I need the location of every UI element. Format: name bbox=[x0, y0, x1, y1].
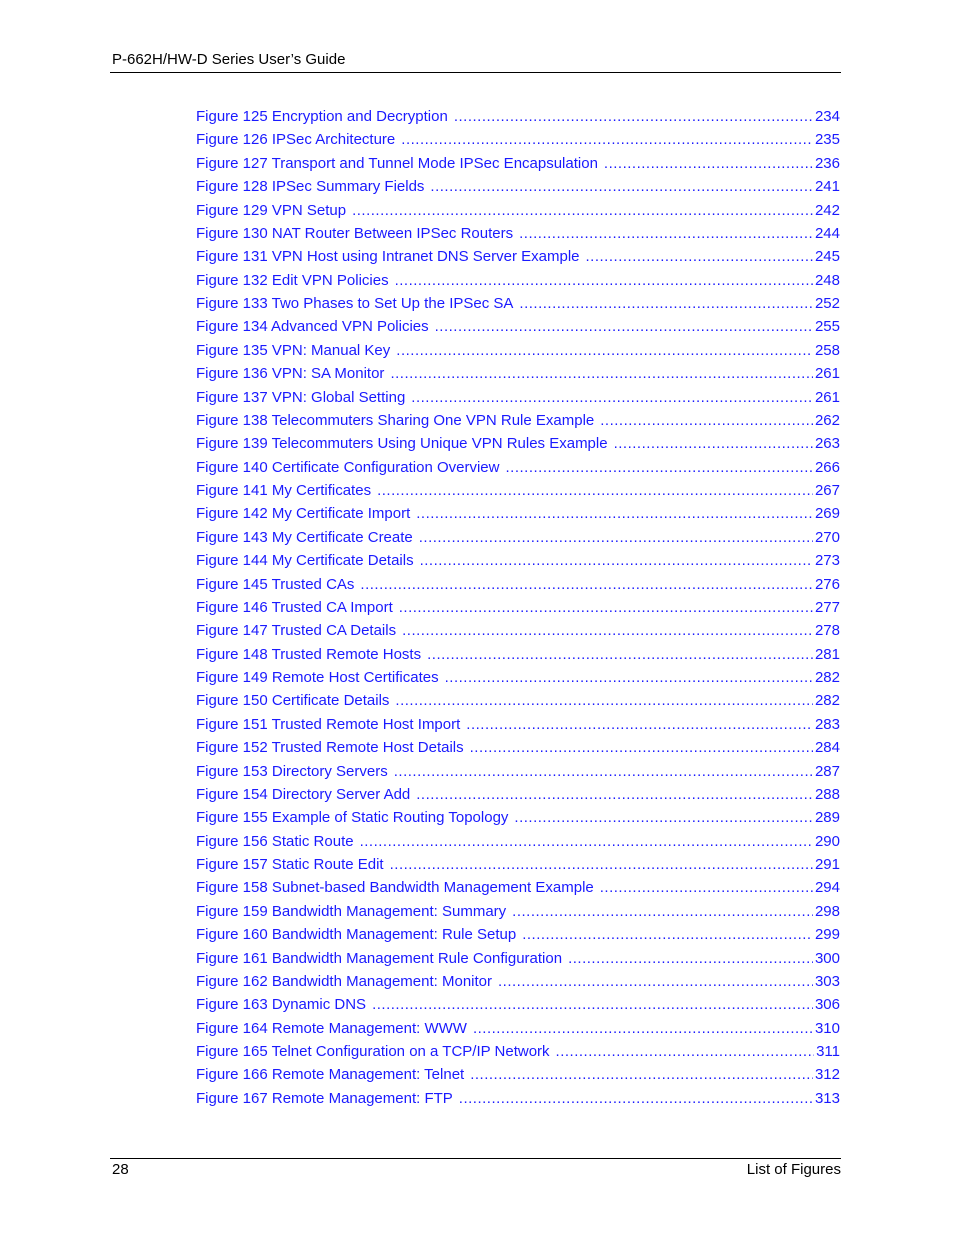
toc-entry-title: Figure 150 Certificate Details bbox=[196, 692, 390, 710]
toc-entry-link[interactable] bbox=[196, 362, 840, 385]
toc-entry-page: 273 bbox=[814, 552, 840, 570]
toc-entry-page: 300 bbox=[814, 949, 840, 967]
toc-entry-link[interactable] bbox=[196, 1063, 840, 1086]
dot-leader bbox=[372, 993, 813, 1016]
dot-leader bbox=[395, 269, 813, 292]
toc-entry-title: Figure 146 Trusted CA Import bbox=[196, 598, 393, 616]
dot-leader bbox=[568, 947, 813, 970]
toc-entry-title: Figure 141 My Certificates bbox=[196, 482, 372, 499]
toc-entry-title: Figure 164 Remote Management: WWW bbox=[196, 1019, 467, 1037]
toc-entry-link[interactable] bbox=[196, 876, 840, 899]
dot-leader bbox=[435, 315, 813, 338]
toc-entry-link[interactable] bbox=[196, 596, 840, 619]
toc-entry-link[interactable] bbox=[196, 806, 840, 829]
dot-leader bbox=[416, 502, 813, 525]
dot-leader bbox=[470, 1063, 813, 1086]
toc-entry-title: Figure 128 IPSec Summary Fields bbox=[196, 178, 425, 196]
toc-entry-title: Figure 126 IPSec Architecture bbox=[196, 131, 396, 149]
dot-leader bbox=[399, 596, 813, 619]
dot-leader bbox=[586, 245, 813, 268]
toc-entry-page: 310 bbox=[814, 1019, 840, 1037]
toc-entry-page: 252 bbox=[814, 295, 840, 312]
toc-entry-page: 245 bbox=[814, 248, 840, 266]
toc-entry-link[interactable] bbox=[196, 947, 840, 970]
dot-leader bbox=[395, 689, 813, 712]
toc-entry-title: Figure 143 My Certificate Create bbox=[196, 528, 413, 546]
toc-entry-link[interactable] bbox=[196, 970, 840, 993]
toc-entry-page: 270 bbox=[814, 528, 840, 546]
toc-entry-page: 248 bbox=[814, 271, 840, 289]
toc-entry-link[interactable] bbox=[196, 199, 840, 222]
dot-leader bbox=[419, 526, 813, 549]
toc-entry-link[interactable] bbox=[196, 1017, 840, 1040]
dot-leader bbox=[556, 1040, 815, 1063]
dot-leader bbox=[390, 362, 813, 385]
toc-entry-title: Figure 167 Remote Management: FTP bbox=[196, 1089, 453, 1107]
dot-leader bbox=[360, 830, 813, 853]
dot-leader bbox=[466, 713, 813, 736]
toc-entry-title: Figure 154 Directory Server Add bbox=[196, 785, 411, 803]
toc-entry-link[interactable] bbox=[196, 128, 840, 151]
toc-entry-page: 255 bbox=[814, 318, 840, 336]
toc-entry-page: 283 bbox=[814, 715, 840, 733]
toc-entry-title: Figure 144 My Certificate Details bbox=[196, 552, 414, 570]
toc-entry-title: Figure 136 VPN: SA Monitor bbox=[196, 365, 385, 383]
dot-leader bbox=[498, 970, 813, 993]
toc-entry-page: 276 bbox=[814, 575, 840, 593]
toc-entry-link[interactable] bbox=[196, 549, 840, 572]
toc-entry-page: 311 bbox=[816, 1043, 840, 1060]
toc-entry-page: 269 bbox=[814, 505, 840, 523]
toc-entry-title: Figure 140 Certificate Configuration Overview bbox=[196, 458, 500, 476]
dot-leader bbox=[459, 1087, 813, 1110]
dot-leader bbox=[430, 175, 813, 198]
toc-entry-link[interactable] bbox=[196, 245, 840, 268]
dot-leader bbox=[394, 760, 813, 783]
toc-entry-link[interactable] bbox=[196, 222, 840, 245]
dot-leader bbox=[360, 573, 813, 596]
toc-entry-page: 278 bbox=[814, 622, 840, 640]
toc-entry-page: 313 bbox=[814, 1089, 840, 1107]
dot-leader bbox=[411, 386, 813, 409]
dot-leader bbox=[604, 152, 813, 175]
toc-entry-title: Figure 161 Bandwidth Management Rule Configuration bbox=[196, 949, 563, 967]
dot-leader bbox=[473, 1017, 813, 1040]
toc-entry-link[interactable] bbox=[196, 105, 840, 128]
toc-entry-title: Figure 149 Remote Host Certificates bbox=[196, 669, 439, 686]
toc-entry-title: Figure 159 Bandwidth Management: Summary bbox=[196, 902, 507, 920]
toc-entry-page: 288 bbox=[814, 785, 840, 803]
toc-entry-link[interactable] bbox=[196, 689, 840, 712]
toc-entry-page: 235 bbox=[814, 131, 840, 149]
dot-leader bbox=[420, 549, 813, 572]
toc-entry-page: 236 bbox=[814, 154, 840, 172]
toc-entry-title: Figure 153 Directory Servers bbox=[196, 762, 388, 780]
toc-entry-title: Figure 148 Trusted Remote Hosts bbox=[196, 645, 422, 663]
toc-entry-page: 262 bbox=[814, 411, 840, 429]
header-divider bbox=[110, 72, 841, 73]
dot-leader bbox=[600, 876, 813, 899]
toc-entry-link[interactable] bbox=[196, 666, 840, 689]
dot-leader bbox=[454, 105, 813, 128]
toc-entry-link[interactable] bbox=[196, 783, 840, 806]
toc-entry-link[interactable] bbox=[196, 619, 840, 642]
toc-entry-title: Figure 157 Static Route Edit bbox=[196, 856, 384, 873]
footer-divider bbox=[110, 1158, 841, 1159]
footer-page-number: 28 bbox=[112, 1161, 129, 1178]
dot-leader bbox=[402, 619, 813, 642]
toc-entry-title: Figure 132 Edit VPN Policies bbox=[196, 271, 389, 289]
toc-entry-title: Figure 158 Subnet-based Bandwidth Management Example bbox=[196, 879, 594, 897]
toc-entry-link[interactable] bbox=[196, 853, 840, 876]
toc-entry-page: 261 bbox=[814, 388, 840, 406]
toc-entry-title: Figure 160 Bandwidth Management: Rule Setup bbox=[196, 926, 517, 944]
toc-entry-link[interactable] bbox=[196, 409, 840, 432]
toc-entry-page: 281 bbox=[814, 645, 840, 663]
toc-entry-page: 282 bbox=[814, 669, 840, 686]
toc-entry-page: 298 bbox=[814, 902, 840, 920]
dot-leader bbox=[396, 339, 813, 362]
toc-entry-title: Figure 138 Telecommuters Sharing One VPN Rule Example bbox=[196, 411, 595, 429]
dot-leader bbox=[522, 923, 813, 946]
toc-entry-link[interactable] bbox=[196, 643, 840, 666]
dot-leader bbox=[390, 853, 813, 876]
toc-entry-page: 287 bbox=[814, 762, 840, 780]
dot-leader bbox=[445, 666, 813, 689]
dot-leader bbox=[519, 222, 813, 245]
toc-entry-link[interactable] bbox=[196, 573, 840, 596]
list-of-figures bbox=[196, 105, 840, 1110]
toc-entry-link[interactable] bbox=[196, 269, 840, 292]
footer-section-title: List of Figures bbox=[746, 1161, 841, 1178]
toc-entry-page: 242 bbox=[814, 201, 840, 219]
dot-leader bbox=[600, 409, 813, 432]
dot-leader bbox=[519, 292, 813, 315]
toc-entry-title: Figure 151 Trusted Remote Host Import bbox=[196, 715, 461, 733]
toc-entry-link[interactable] bbox=[196, 456, 840, 479]
dot-leader bbox=[514, 806, 813, 829]
toc-entry-title: Figure 129 VPN Setup bbox=[196, 201, 347, 219]
dot-leader bbox=[505, 456, 812, 479]
toc-entry-page: 282 bbox=[814, 692, 840, 710]
toc-entry-link[interactable] bbox=[196, 432, 840, 455]
toc-entry-link[interactable] bbox=[196, 923, 840, 946]
toc-entry-link[interactable] bbox=[196, 736, 840, 759]
toc-entry-page: 241 bbox=[814, 178, 840, 196]
toc-entry-page: 263 bbox=[814, 435, 840, 453]
toc-entry-title: Figure 145 Trusted CAs bbox=[196, 575, 355, 593]
toc-entry-title: Figure 166 Remote Management: Telnet bbox=[196, 1066, 465, 1084]
toc-entry-page: 234 bbox=[814, 108, 840, 125]
toc-entry-link[interactable] bbox=[196, 152, 840, 175]
dot-leader bbox=[614, 432, 813, 455]
toc-entry-link[interactable] bbox=[196, 339, 840, 362]
dot-leader bbox=[416, 783, 813, 806]
toc-entry-title: Figure 156 Static Route bbox=[196, 832, 354, 850]
toc-entry-page: 258 bbox=[814, 341, 840, 359]
dot-leader bbox=[512, 900, 813, 923]
toc-entry-title: Figure 155 Example of Static Routing Topology bbox=[196, 809, 509, 827]
toc-entry-title: Figure 135 VPN: Manual Key bbox=[196, 341, 391, 359]
toc-entry-link[interactable] bbox=[196, 760, 840, 783]
toc-entry-link[interactable] bbox=[196, 830, 840, 853]
dot-leader bbox=[377, 479, 813, 502]
toc-entry-page: 303 bbox=[814, 972, 840, 990]
toc-entry-title: Figure 152 Trusted Remote Host Details bbox=[196, 739, 464, 757]
toc-entry-link[interactable] bbox=[196, 292, 840, 315]
toc-entry-page: 277 bbox=[814, 598, 840, 616]
dot-leader bbox=[401, 128, 813, 151]
toc-entry-title: Figure 127 Transport and Tunnel Mode IPSec Encapsulation bbox=[196, 154, 598, 172]
toc-entry-link[interactable] bbox=[196, 993, 840, 1016]
toc-entry-page: 289 bbox=[814, 809, 840, 827]
toc-entry-page: 291 bbox=[814, 856, 840, 873]
toc-entry-title: Figure 165 Telnet Configuration on a TCP/IP Network bbox=[196, 1043, 550, 1060]
toc-entry-title: Figure 142 My Certificate Import bbox=[196, 505, 411, 523]
dot-leader bbox=[427, 643, 813, 666]
toc-entry-title: Figure 125 Encryption and Decryption bbox=[196, 108, 448, 125]
toc-entry-link[interactable] bbox=[196, 1087, 840, 1110]
toc-entry-page: 306 bbox=[814, 996, 840, 1014]
toc-entry-link[interactable] bbox=[196, 713, 840, 736]
toc-entry-link[interactable] bbox=[196, 900, 840, 923]
toc-entry-link[interactable] bbox=[196, 479, 840, 502]
toc-entry-page: 299 bbox=[814, 926, 840, 944]
toc-entry-page: 294 bbox=[814, 879, 840, 897]
toc-entry-page: 267 bbox=[814, 482, 840, 499]
toc-entry-page: 266 bbox=[814, 458, 840, 476]
document-header-title: P-662H/HW-D Series User’s Guide bbox=[112, 51, 346, 68]
toc-entry-page: 244 bbox=[814, 224, 840, 242]
dot-leader bbox=[352, 199, 813, 222]
toc-entry-page: 284 bbox=[814, 739, 840, 757]
toc-entry-title: Figure 162 Bandwidth Management: Monitor bbox=[196, 972, 493, 990]
toc-entry-title: Figure 163 Dynamic DNS bbox=[196, 996, 367, 1014]
toc-entry-title: Figure 134 Advanced VPN Policies bbox=[196, 318, 429, 336]
toc-entry-link[interactable] bbox=[196, 526, 840, 549]
toc-entry-title: Figure 147 Trusted CA Details bbox=[196, 622, 397, 640]
toc-entry-title: Figure 137 VPN: Global Setting bbox=[196, 388, 406, 406]
toc-entry-title: Figure 139 Telecommuters Using Unique VPN Rules Example bbox=[196, 435, 608, 453]
toc-entry-page: 312 bbox=[814, 1066, 840, 1084]
toc-entry-link[interactable] bbox=[196, 315, 840, 338]
toc-entry-title: Figure 133 Two Phases to Set Up the IPSec SA bbox=[196, 295, 514, 312]
toc-entry-link[interactable] bbox=[196, 1040, 840, 1063]
toc-entry-title: Figure 131 VPN Host using Intranet DNS Server Example bbox=[196, 248, 580, 266]
toc-entry-link[interactable] bbox=[196, 175, 840, 198]
toc-entry-link[interactable] bbox=[196, 502, 840, 525]
toc-entry-page: 261 bbox=[814, 365, 840, 383]
toc-entry-link[interactable] bbox=[196, 386, 840, 409]
toc-entry-page: 290 bbox=[814, 832, 840, 850]
toc-entry-title: Figure 130 NAT Router Between IPSec Routers bbox=[196, 224, 514, 242]
dot-leader bbox=[470, 736, 813, 759]
